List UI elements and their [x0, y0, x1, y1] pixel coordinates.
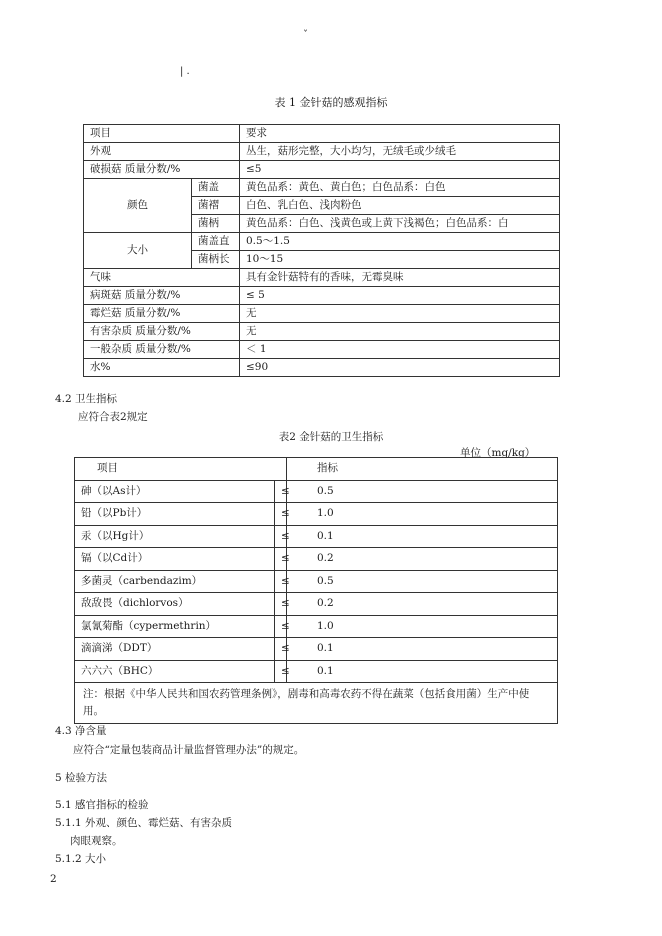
header-item: 项目 [84, 125, 240, 143]
table-row [75, 638, 558, 661]
table1-caption: 表 1 金针菇的感观指标 [274, 96, 388, 109]
row-item: 镉（以Cd计） [75, 548, 275, 571]
row-value: 丛生，菇形完整，大小均匀，无绒毛或少绒毛 [240, 143, 560, 161]
table-row [84, 323, 560, 341]
row-label: 一般杂质 质量分数/% [84, 341, 240, 359]
row-item: 敌敌畏（dichlorvos） [75, 593, 275, 616]
row-op: ≤ [275, 548, 287, 571]
table-row [84, 305, 560, 323]
sub-label: 菌盖直 [192, 233, 240, 251]
section-4-3-body: 应符合“定量包装商品计量监督管理办法”的规定。 [73, 744, 305, 756]
table-row [84, 143, 560, 161]
header-item: 项目 [75, 458, 287, 481]
table-row [75, 570, 558, 593]
table-row [75, 548, 558, 571]
sub-label: 菌褶 [192, 197, 240, 215]
row-label: 有害杂质 质量分数/% [84, 323, 240, 341]
row-op: ≤ [275, 593, 287, 616]
row-value: 0.1 [287, 660, 558, 683]
table-row [75, 683, 558, 724]
sub-label: 菌柄 [192, 215, 240, 233]
row-value: 0.1 [287, 525, 558, 548]
row-label: 水% [84, 359, 240, 377]
row-op: ≤ [275, 615, 287, 638]
row-label: 霉烂菇 质量分数/% [84, 305, 240, 323]
section-4-3-title: 4.3 净含量 [55, 725, 107, 737]
row-label: 大小 [84, 233, 192, 269]
section-4-2-body: 应符合表2规定 [78, 411, 148, 423]
row-op: ≤ [275, 638, 287, 661]
row-item: 多菌灵（carbendazim） [75, 570, 275, 593]
table-row [75, 503, 558, 526]
table-row [84, 359, 560, 377]
row-label: 外观 [84, 143, 240, 161]
row-value: ＜ 1 [240, 341, 560, 359]
table-row [84, 179, 560, 197]
row-value: 1.0 [287, 503, 558, 526]
row-op: ≤ [275, 570, 287, 593]
table2-unit: 单位（mg/kg） [460, 447, 536, 459]
table-row [84, 125, 560, 143]
table2-caption: 表2 金针菇的卫生指标 [278, 431, 384, 443]
row-label: 病斑菇 质量分数/% [84, 287, 240, 305]
section-5-title: 5 检验方法 [55, 772, 108, 784]
header-value: 指标 [287, 458, 558, 481]
table-row [75, 660, 558, 683]
row-value: 无 [240, 305, 560, 323]
table-row [84, 341, 560, 359]
table-row [84, 287, 560, 305]
row-value: 0.2 [287, 548, 558, 571]
table-row [75, 458, 558, 481]
row-item: 汞（以Hg计） [75, 525, 275, 548]
row-value: ≤ 5 [240, 287, 560, 305]
row-value: 黄色品系：黄色、黄白色；白色品系：白色 [240, 179, 560, 197]
row-value: 黄色品系：白色、浅黄色或上黄下浅褐色；白色品系：白 [240, 215, 560, 233]
table-row [84, 161, 560, 179]
row-value: 0.2 [287, 593, 558, 616]
table-row [75, 480, 558, 503]
row-value: 0.5 [287, 480, 558, 503]
top-mark: ˇ [303, 30, 308, 41]
table-row [75, 615, 558, 638]
row-value: 白色、乳白色、浅肉粉色 [240, 197, 560, 215]
sensory-table [83, 124, 560, 377]
row-label: 气味 [84, 269, 240, 287]
section-4-2-title: 4.2 卫生指标 [55, 393, 118, 405]
table-row [75, 593, 558, 616]
row-op: ≤ [275, 525, 287, 548]
row-value: 10～15 [240, 251, 560, 269]
section-5-1-1-title: 5.1.1 外观、颜色、霉烂菇、有害杂质 [55, 817, 233, 829]
corner-mark: | . [180, 66, 190, 77]
row-value: ≤90 [240, 359, 560, 377]
section-5-1-title: 5.1 感官指标的检验 [55, 799, 149, 811]
section-5-1-2-title: 5.1.2 大小 [55, 853, 107, 865]
row-value: 0.1 [287, 638, 558, 661]
row-value: 0.5 [287, 570, 558, 593]
row-value: 具有金针菇特有的香味，无霉臭味 [240, 269, 560, 287]
row-item: 氯氰菊酯（cypermethrin） [75, 615, 275, 638]
row-item: 滴滴涕（DDT） [75, 638, 275, 661]
row-item: 六六六（BHC） [75, 660, 275, 683]
page-number: 2 [50, 873, 57, 885]
row-op: ≤ [275, 660, 287, 683]
row-label: 破损菇 质量分数/% [84, 161, 240, 179]
row-op: ≤ [275, 480, 287, 503]
row-value: 0.5～1.5 [240, 233, 560, 251]
sub-label: 菌柄长 [192, 251, 240, 269]
row-value: 无 [240, 323, 560, 341]
table2-note: 注：根据《中华人民共和国农药管理条例》，剧毒和高毒农药不得在蔬菜（包括食用菌）生产中使用。 [75, 683, 558, 724]
sub-label: 菌盖 [192, 179, 240, 197]
table-row [84, 269, 560, 287]
hygiene-table [74, 457, 558, 724]
row-value: 1.0 [287, 615, 558, 638]
table-row [84, 233, 560, 251]
header-req: 要求 [240, 125, 560, 143]
row-item: 铅（以Pb计） [75, 503, 275, 526]
row-value: ≤5 [240, 161, 560, 179]
row-label: 颜色 [84, 179, 192, 233]
section-5-1-1-body: 肉眼观察。 [70, 835, 123, 847]
table-row [75, 525, 558, 548]
row-op: ≤ [275, 503, 287, 526]
row-item: 砷（以As计） [75, 480, 275, 503]
